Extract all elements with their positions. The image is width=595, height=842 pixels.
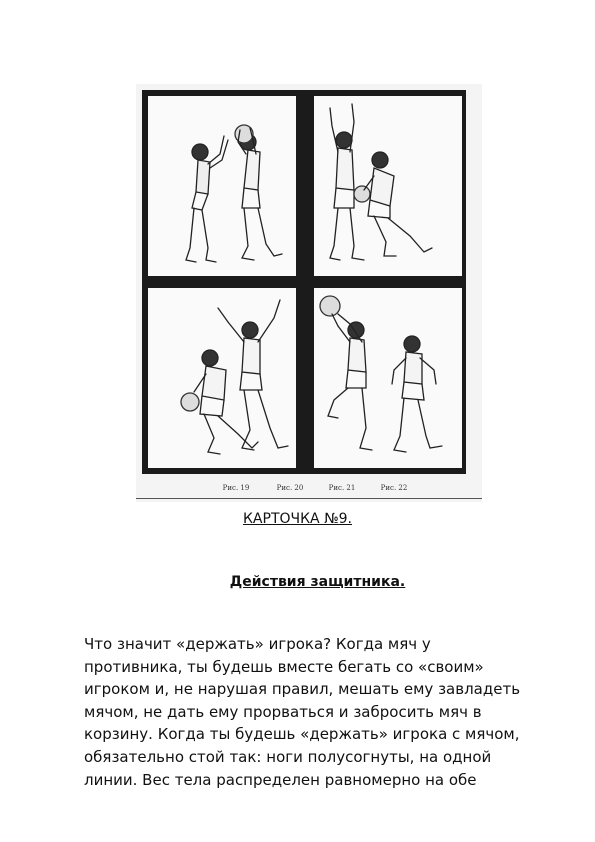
illustration-frame	[142, 90, 466, 474]
defender-guarding-drawing	[148, 288, 296, 468]
panel-fig-20	[314, 96, 462, 276]
caption-fig-22: Рис. 22	[380, 484, 408, 492]
caption-fig-20: Рис. 20	[276, 484, 304, 492]
body-line: игроком и, не нарушая правил, мешать ему завладеть	[84, 680, 521, 699]
jump-shot-drawing	[314, 288, 462, 468]
caption-divider	[136, 498, 482, 499]
body-line: противника, ты будешь вместе бегать со «своим»	[84, 657, 484, 676]
section-title: Действия защитника.	[229, 574, 406, 590]
basketball-illustration	[136, 84, 482, 502]
panel-fig-19	[148, 96, 296, 276]
body-paragraph	[84, 633, 564, 791]
caption-fig-19: Рис. 19	[222, 484, 250, 492]
caption-fig-21: Рис. 21	[328, 484, 356, 492]
panel-fig-22	[314, 288, 462, 468]
body-line: обязательно стой так: ноги полусогнуты, на одной	[84, 747, 492, 766]
body-line: Что значит «держать» игрока? Когда мяч у	[84, 635, 431, 653]
body-line: мячом, не дать ему прорваться и забросить мяч в	[84, 702, 482, 721]
body-line: линии. Вес тела распределен равномерно на обе	[84, 770, 477, 789]
card-title: КАРТОЧКА №9.	[242, 511, 352, 527]
defender-blocking-drawing	[314, 96, 462, 276]
boys-passing-drawing	[148, 96, 296, 276]
body-line: корзину. Когда ты будешь «держать» игрока с мячом,	[84, 725, 520, 744]
panel-fig-21	[148, 288, 296, 468]
